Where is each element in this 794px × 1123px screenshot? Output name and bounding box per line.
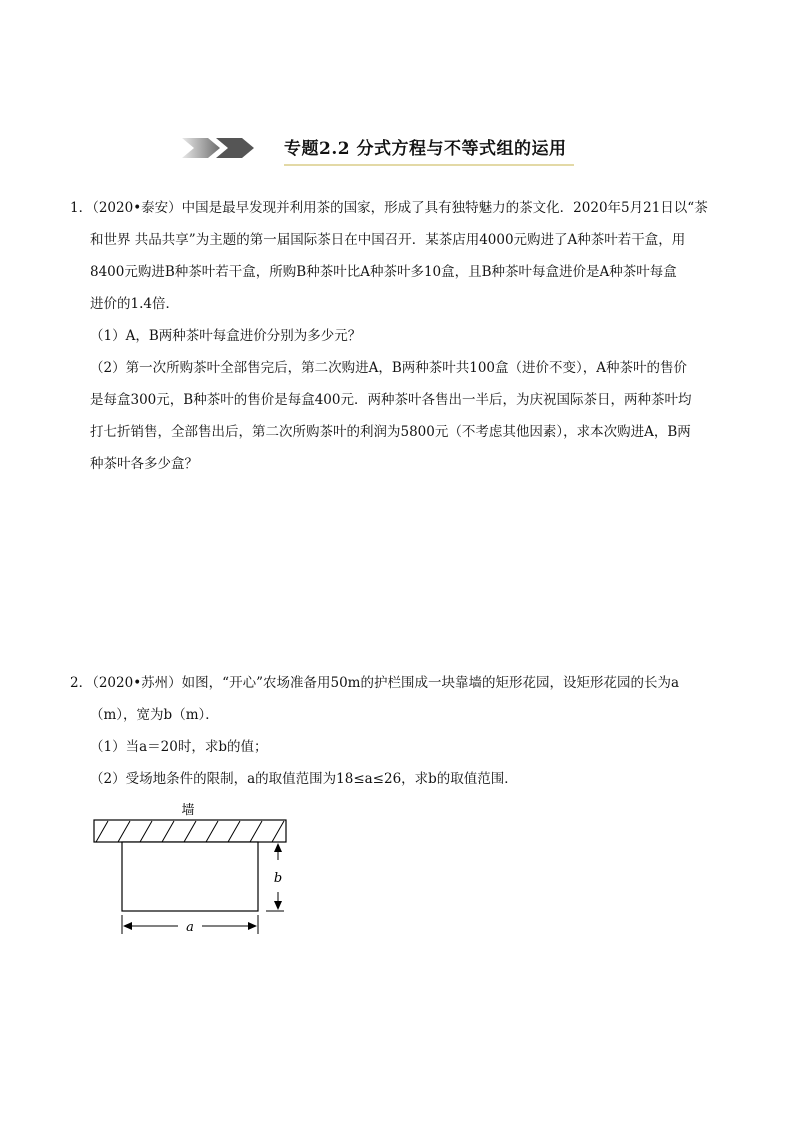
question-1-line-1 — [70, 192, 730, 224]
question-1-text-line: 8400元购进B种茶叶若干盒，所购B种茶叶比A种茶叶多10盒，且B种茶叶每盒进价是A种茶叶每盒 — [90, 264, 677, 280]
question-1-number: 1． — [70, 200, 93, 216]
double-chevron-icon — [180, 136, 260, 160]
question-2-text-line: （m），宽为b（m）． — [90, 707, 219, 723]
question-1-source: （2020•泰安） — [92, 200, 182, 216]
page-title: 专题2.2 分式方程与不等式组的运用 — [284, 139, 567, 159]
title-underline — [284, 164, 574, 166]
garden-diagram — [90, 796, 300, 946]
garden-rectangle — [122, 842, 258, 911]
question-2 — [70, 667, 730, 795]
width-label: b — [273, 871, 283, 886]
question-1-part-2-line: （2）第一次所购茶叶全部售完后，第二次购进A，B两种茶叶共100盒（进价不变），A种茶叶的售价 — [90, 360, 688, 376]
question-1 — [70, 192, 730, 480]
question-2-line-1 — [70, 667, 730, 699]
question-1-part-1: （1）A，B两种茶叶每盒进价分别为多少元？ — [90, 328, 362, 344]
question-2-text-line: 如图，“开心”农场准备用50m的护栏围成一块靠墙的矩形花园，设矩形花园的长为a — [181, 675, 680, 691]
wall-label: 墙 — [181, 803, 195, 818]
question-1-text-line: 和世界 共品共享”为主题的第一届国际茶日在中国召开．某茶店用4000元购进了A种茶叶若干盒，用 — [90, 232, 686, 248]
question-2-part-1: （1）当a＝20时，求b的值； — [90, 739, 268, 755]
question-2-part-2: （2）受场地条件的限制，a的取值范围为18≤a≤26，求b的取值范围． — [90, 771, 518, 787]
question-2-source: （2020•苏州） — [92, 675, 182, 691]
length-label: a — [186, 920, 194, 935]
question-2-number: 2． — [70, 675, 93, 691]
length-dimension — [122, 915, 258, 935]
question-1-text-line: 进价的1.4倍． — [90, 296, 179, 312]
width-dimension — [266, 842, 284, 911]
question-1-part-2-line: 种茶叶各多少盒？ — [90, 456, 198, 472]
question-1-text-line: 中国是最早发现并利用茶的国家，形成了具有独特魅力的茶文化．2020年5月21日以“茶 — [181, 200, 708, 216]
question-1-part-2-line: 打七折销售，全部售出后，第二次所购茶叶的利润为5800元（不考虑其他因素），求本次购进A，B两 — [90, 424, 691, 440]
title-block — [180, 130, 600, 170]
question-1-part-2-line: 是每盒300元，B种茶叶的售价是每盒400元．两种茶叶各售出一半后，为庆祝国际茶日，两种茶叶均 — [90, 392, 692, 408]
